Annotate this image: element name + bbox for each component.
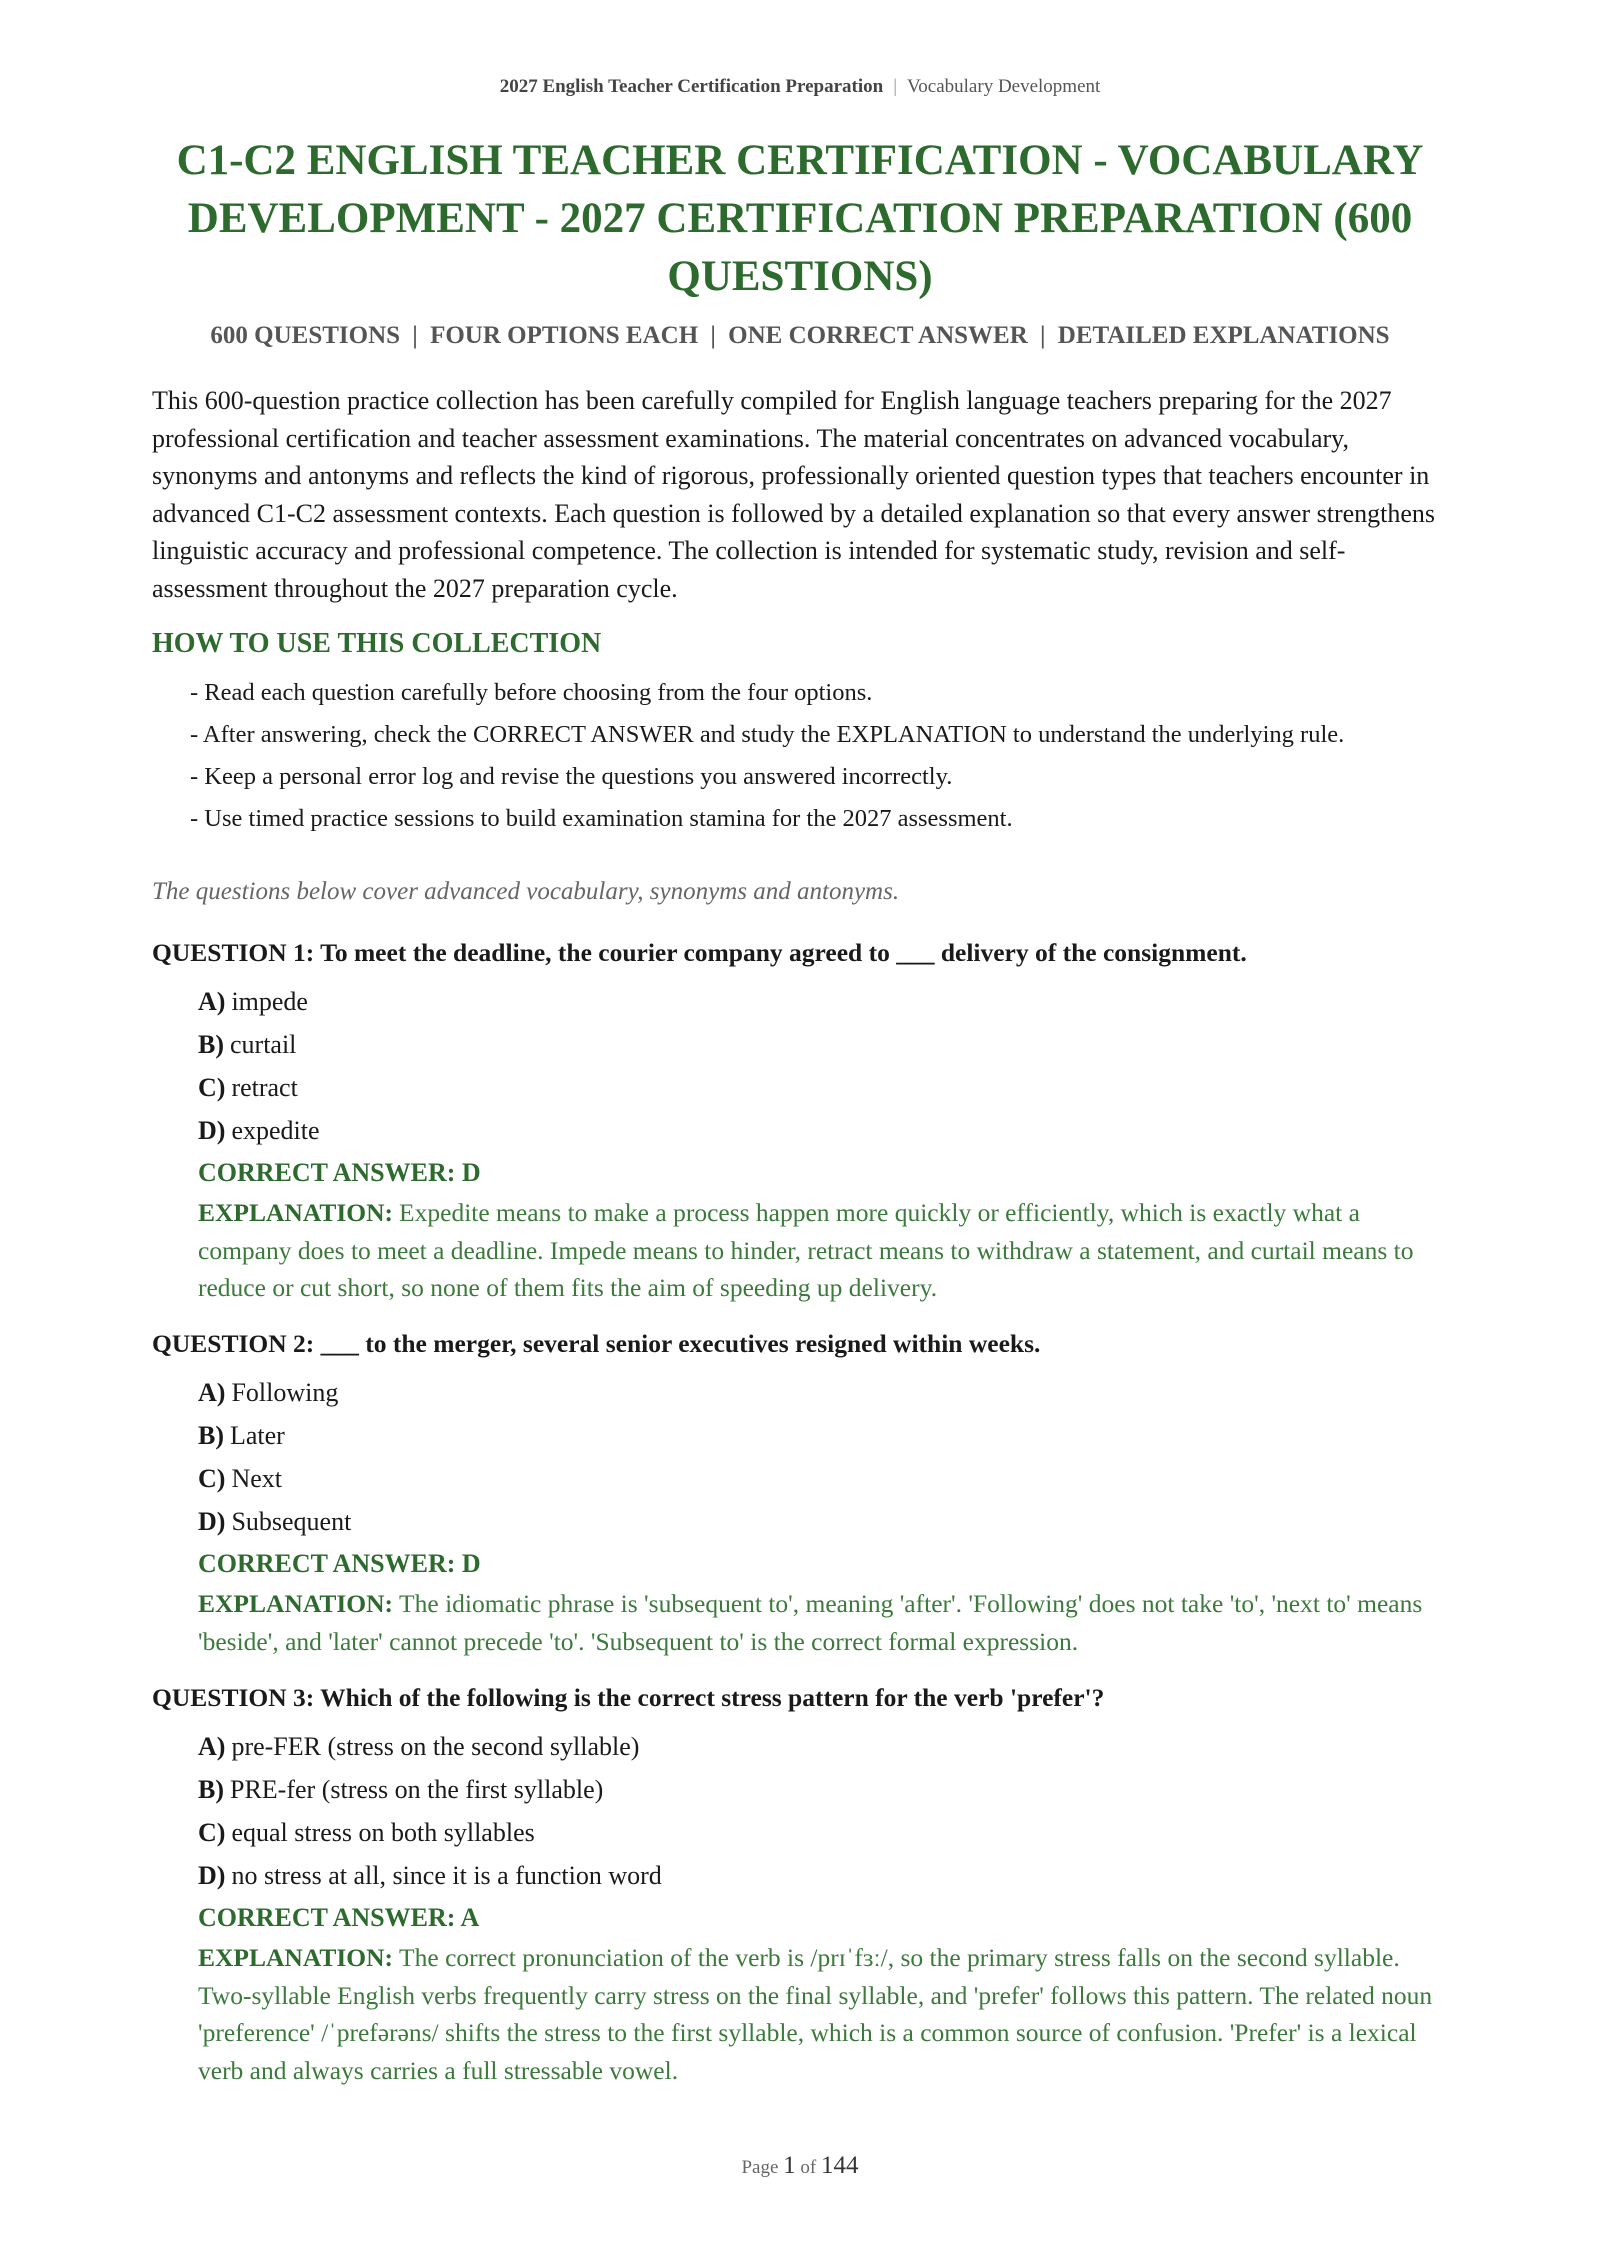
option-letter: D) (198, 1861, 226, 1890)
option-a (198, 1725, 1448, 1768)
question-heading: QUESTION 2: ___ to the merger, several senior executives resigned within weeks. (152, 1329, 1041, 1358)
page-footer (0, 2152, 1600, 2180)
option-letter: D) (198, 1116, 226, 1145)
option-text: curtail (230, 1030, 297, 1059)
correct-answer: CORRECT ANSWER: D (198, 1158, 481, 1187)
option-text: equal stress on both syllables (231, 1818, 535, 1847)
question-2 (152, 1327, 1448, 1660)
howto-heading: HOW TO USE THIS COLLECTION (152, 628, 602, 659)
option-d (198, 1854, 1448, 1897)
howto-list (190, 676, 1440, 844)
option-text: no stress at all, since it is a function word (231, 1861, 662, 1890)
option-letter: A) (198, 1378, 226, 1407)
option-letter: A) (198, 1732, 226, 1761)
question-3 (152, 1681, 1448, 2089)
option-b (198, 1414, 1448, 1457)
option-text: retract (231, 1073, 298, 1102)
subtitle-separator: | (1040, 322, 1046, 349)
options-list (152, 980, 1448, 1152)
option-text: Next (231, 1464, 282, 1493)
option-c (198, 1457, 1448, 1500)
option-c (198, 1066, 1448, 1109)
option-letter: A) (198, 987, 226, 1016)
option-d (198, 1500, 1448, 1543)
options-list (152, 1371, 1448, 1543)
option-letter: B) (198, 1030, 224, 1059)
footer-total-pages: 144 (821, 2152, 859, 2179)
option-text: pre-FER (stress on the second syllable) (231, 1732, 640, 1761)
option-letter: C) (198, 1464, 226, 1493)
options-list (152, 1725, 1448, 1897)
option-a (198, 1371, 1448, 1414)
header-document-title: 2027 English Teacher Certification Preparation (499, 76, 884, 97)
option-text: impede (231, 987, 308, 1016)
explanation-label: EXPLANATION: (198, 1198, 394, 1227)
option-a (198, 980, 1448, 1023)
footer-of-word: of (800, 2157, 817, 2178)
option-text: Later (230, 1421, 285, 1450)
explanation (198, 1939, 1448, 2089)
howto-item: - Use timed practice sessions to build examination stamina for the 2027 assessment. (190, 805, 1013, 832)
option-letter: C) (198, 1818, 226, 1847)
question-1 (152, 936, 1448, 1307)
header-section: Vocabulary Development (907, 76, 1101, 97)
howto-item: - Read each question carefully before choosing from the four options. (190, 679, 873, 706)
subtitle-separator: | (710, 322, 716, 349)
subtitle-features (152, 322, 1448, 350)
option-b (198, 1023, 1448, 1066)
subtitle-item: FOUR OPTIONS EACH (430, 322, 699, 349)
option-b (198, 1768, 1448, 1811)
option-text: Subsequent (231, 1507, 352, 1536)
option-d (198, 1109, 1448, 1152)
option-text: PRE-fer (stress on the first syllable) (230, 1775, 604, 1804)
subtitle-item: DETAILED EXPLANATIONS (1057, 322, 1390, 349)
intro-paragraph: This 600-question practice collection has been carefully compiled for English language teachers preparing for the 2027 professional certification and teacher assessment examinations. The material concentrates on advanced vocabulary, synonyms and antonyms and reflects the kind of rigorous, professionally oriented question types that teachers encounter in advanced C1-C2 assessment contexts. Each question is followed by a detailed explanation so that every answer strengthens linguistic accuracy and professional competence. The collection is intended for systematic study, revision and self-assessment throughout the 2027 preparation cycle. (152, 386, 1436, 603)
correct-answer: CORRECT ANSWER: D (198, 1549, 481, 1578)
explanation (198, 1194, 1448, 1307)
footer-current-page: 1 (783, 2152, 796, 2179)
howto-item: - After answering, check the CORRECT ANSWER and study the EXPLANATION to understand the underlying rule. (190, 721, 1345, 748)
subtitle-item: 600 QUESTIONS (210, 322, 401, 349)
option-letter: B) (198, 1421, 224, 1450)
correct-answer: CORRECT ANSWER: A (198, 1903, 480, 1932)
subtitle-separator: | (412, 322, 418, 349)
footer-page-word: Page (741, 2157, 779, 2178)
section-note: The questions below cover advanced vocabulary, synonyms and antonyms. (152, 878, 900, 905)
running-header (0, 76, 1600, 98)
explanation-label: EXPLANATION: (198, 1589, 394, 1618)
howto-item: - Keep a personal error log and revise the questions you answered incorrectly. (190, 763, 953, 790)
header-separator: | (893, 76, 898, 97)
subtitle-item: ONE CORRECT ANSWER (728, 322, 1028, 349)
question-heading: QUESTION 1: To meet the deadline, the courier company agreed to ___ delivery of the consignment. (152, 938, 1247, 967)
explanation-text: The idiomatic phrase is 'subsequent to', meaning 'after'. 'Following' does not take 'to', 'next to' means 'beside', and 'later' cannot precede 'to'. 'Subsequent to' is the correct formal expression. (198, 1589, 1423, 1656)
option-c (198, 1811, 1448, 1854)
page-title: C1-C2 ENGLISH TEACHER CERTIFICATION - VOCABULARY DEVELOPMENT - 2027 CERTIFICATION PREPARATION (600 QUESTIONS) (176, 137, 1424, 300)
option-text: Following (231, 1378, 339, 1407)
option-letter: D) (198, 1507, 226, 1536)
option-letter: B) (198, 1775, 224, 1804)
explanation-text: Expedite means to make a process happen more quickly or efficiently, which is exactly what a company does to meet a deadline. Impede means to hinder, retract means to withdraw a statement, and curtail means to reduce or cut short, so none of them fits the aim of speeding up delivery. (198, 1198, 1414, 1302)
explanation-label: EXPLANATION: (198, 1943, 394, 1972)
explanation (198, 1585, 1448, 1660)
explanation-text: The correct pronunciation of the verb is /prɪˈfɜː/, so the primary stress falls on the second syllable. Two-syllable English verbs frequently carry stress on the final syllable, and 'prefer' follows this pattern. The related noun 'preference' /ˈprefərəns/ shifts the stress to the first syllable, which is a common source of confusion. 'Prefer' is a lexical verb and always carries a full stressable vowel. (198, 1943, 1433, 2085)
question-heading: QUESTION 3: Which of the following is the correct stress pattern for the verb 'prefer'? (152, 1683, 1105, 1712)
option-text: expedite (231, 1116, 320, 1145)
option-letter: C) (198, 1073, 226, 1102)
